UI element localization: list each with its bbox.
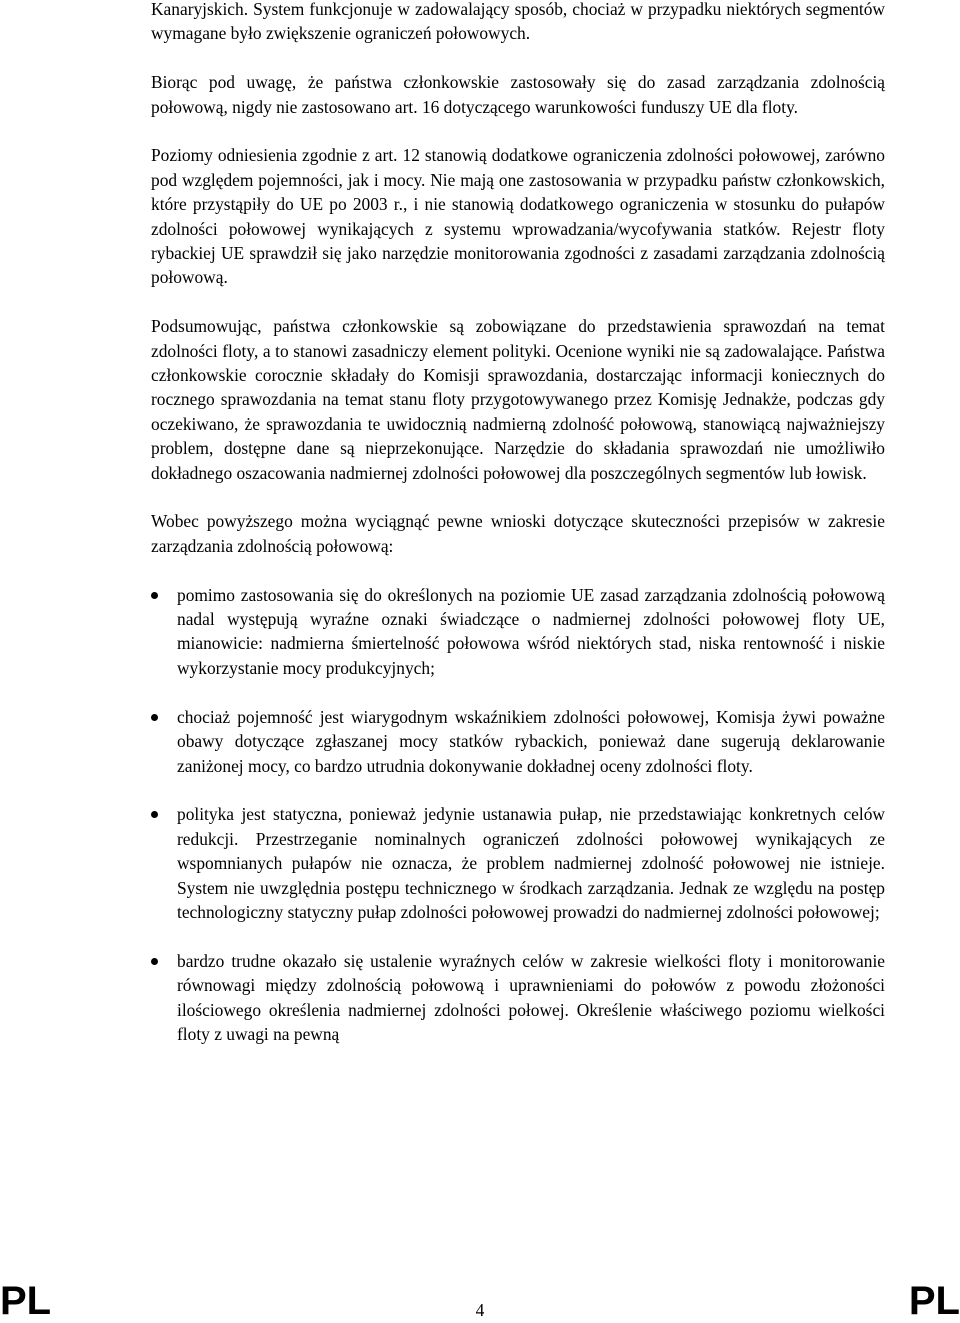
- bullet-icon: [151, 958, 158, 965]
- paragraph: Poziomy odniesienia zgodnie z art. 12 stanowią dodatkowe ograniczenia zdolności połowowej, zarówno pod względem pojemności, jak i mocy. Nie mają one zastosowania w przypadku państw członkowskich, które przystąpiły do UE po 2003 r., i nie stanowią dodatkowego ograniczenia w stosunku do pułapów zdolności połowowej wynikających z systemu wprowadzania/wycofywania statków. Rejestr floty rybackiej UE sprawdził się jako narzędzie monitorowania zgodności z zasadami zarządzania zdolnością połowową.: [151, 145, 885, 288]
- list-item: [151, 802, 885, 924]
- document-body: [151, 0, 885, 1071]
- bullet-icon: [151, 714, 158, 721]
- footer-language-right: PL: [908, 1279, 960, 1323]
- list-item-text: pomimo zastosowania się do określonych na poziomie UE zasad zarządzania zdolnością połowową nadal występują wyraźne oznaki świadczące o nadmiernej zdolności połowowej floty UE, mianowicie: nadmierna śmiertelność połowowa wśród niektórych stad, niska rentowność i niskie wykorzystanie mocy produkcyjnych;: [177, 584, 885, 678]
- list-item-text: bardzo trudne okazało się ustalenie wyraźnych celów w zakresie wielkości floty i monitorowanie równowagi między zdolnością połowową i uprawnieniami do połowów z powodu złożoności ilościowego określenia nadmiernej zdolności połowej. Określenie właściwego poziomu wielkości floty z uwagi na pewną: [177, 950, 885, 1044]
- paragraph: Wobec powyższego można wyciągnąć pewne wnioski dotyczące skuteczności przepisów w zakresie zarządzania zdolnością połowową:: [151, 511, 885, 556]
- list-item-text: polityka jest statyczna, ponieważ jedynie ustanawia pułap, nie przedstawiając konkretnych celów redukcji. Przestrzeganie nominalnych ograniczeń zdolności połowowej wynikających ze wspomnianych pułapów nie oznacza, że problem nadmiernej zdolność połowowej nie istnieje. System nie uwzględnia postępu technicznego w środkach zarządzania. Jednak ze względu na postęp technologiczny statyczny pułap zdolności połowowej prowadzi do nadmiernej zdolności połowowej;: [177, 804, 885, 922]
- list-item: [151, 583, 885, 681]
- paragraph: Kanaryjskich. System funkcjonuje w zadowalający sposób, chociaż w przypadku niektórych segmentów wymagane było zwiększenie ograniczeń połowowych.: [151, 0, 885, 44]
- conclusions-list: [151, 583, 885, 1047]
- bullet-icon: [151, 592, 158, 599]
- paragraph: Podsumowując, państwa członkowskie są zobowiązane do przedstawienia sprawozdań na temat zdolności floty, a to stanowi zasadniczy element polityki. Ocenione wyniki nie są zadowalające. Państwa członkowskie corocznie składały do Komisji sprawozdania, dostarczając informacji koniecznych do rocznego sprawozdania na temat stanu floty przygotowywanego przez Komisję Jednakże, podczas gdy oczekiwano, że sprawozdania te uwidocznią nadmierną zdolność połowową, stanowiącą najważniejszy problem, dostępne dane są nieprzekonujące. Narzędzie do składania sprawozdań nie umożliwiło dokładnego oszacowania nadmiernej zdolności połowowej dla poszczególnych segmentów lub łowisk.: [151, 316, 885, 483]
- footer-language-left: PL: [0, 1279, 52, 1323]
- paragraph: Biorąc pod uwagę, że państwa członkowskie zastosowały się do zasad zarządzania zdolnością połowową, nigdy nie zastosowano art. 16 dotyczącego warunkowości funduszy UE dla floty.: [151, 72, 885, 117]
- bullet-icon: [151, 811, 158, 818]
- list-item: [151, 705, 885, 778]
- list-item: [151, 949, 885, 1047]
- page-number: 4: [475, 1300, 485, 1320]
- list-item-text: chociaż pojemność jest wiarygodnym wskaźnikiem zdolności połowowej, Komisja żywi poważne obawy dotyczące zgłaszanej mocy statków rybackich, ponieważ dane sugerują deklarowanie zaniżonej mocy, co bardzo utrudnia dokonywanie dokładnej oceny zdolności floty.: [177, 706, 885, 776]
